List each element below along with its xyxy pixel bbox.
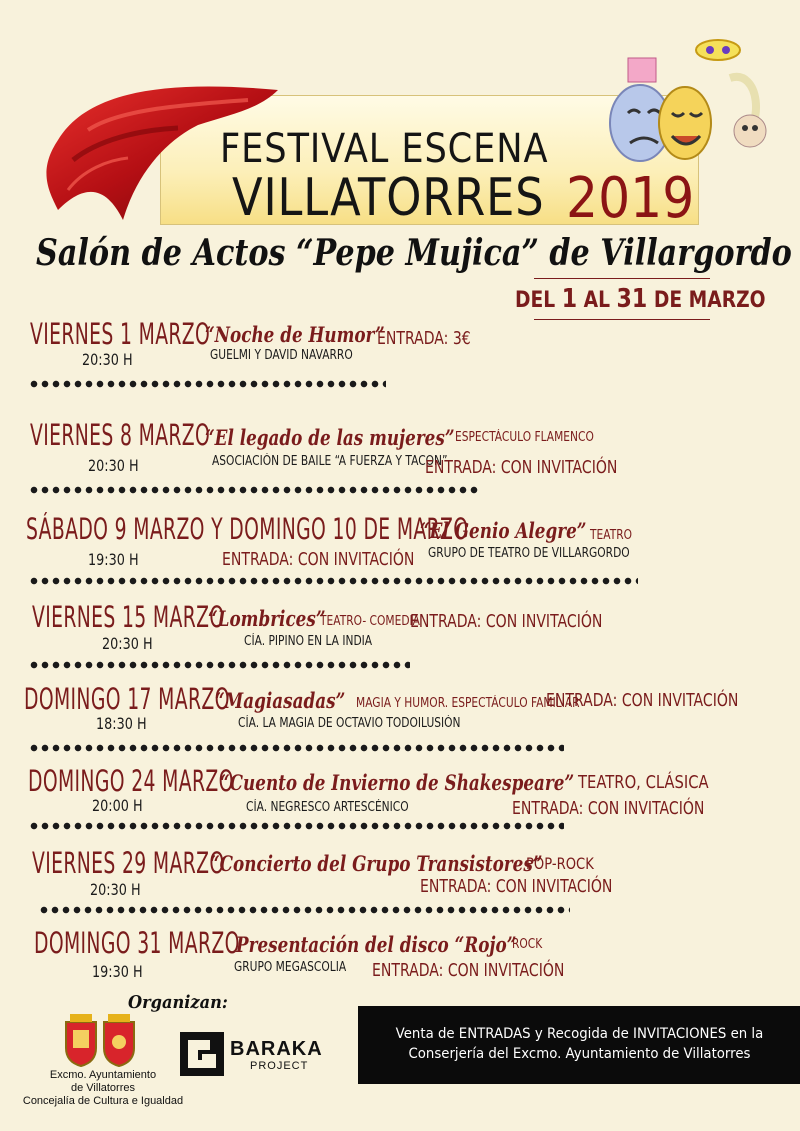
event-date: SÁBADO 9 MARZO Y DOMINGO 10 DE MARZO [26,512,469,546]
baraka-name: BARAKA [230,1038,323,1060]
baraka-sub: PROJECT [250,1060,309,1072]
event-company: CÍA. NEGRESCO ARTESCÉNICO [246,800,409,815]
organizers-heading: Organizan: [128,992,228,1013]
event-date: DOMINGO 17 MARZO [24,682,230,716]
event-date: VIERNES 8 MARZO [30,418,211,452]
coat-of-arms-icon [104,1014,134,1066]
event-company: CÍA. PIPINO EN LA INDIA [244,634,373,649]
ayto-line2: de Villatorres [71,1082,135,1094]
event-genre: MAGIA Y HUMOR. ESPECTÁCULO FAMILIAR [356,696,580,711]
dotted-divider [30,486,480,494]
event-genre: TEATRO, CLÁSICA [578,772,709,793]
date-range [515,284,766,314]
event-genre: ROCK [512,937,543,952]
event-entry: ENTRADA: CON INVITACIÓN [512,798,705,819]
event-date: VIERNES 15 MARZO [32,600,225,634]
sales-line1: Venta de ENTRADAS y Recogida de INVITACIONES en la [395,1026,763,1042]
dotted-divider [30,822,564,830]
event-time: 19:30 H [88,550,139,569]
dotted-divider [40,906,570,914]
event-title: “Concierto del Grupo Transistores” [210,851,543,876]
event-entry: ENTRADA: CON INVITACIÓN [546,690,739,711]
ticket-sales-box [358,1006,800,1084]
event-genre: ESPECTÁCULO FLAMENCO [455,430,594,445]
event-entry: ENTRADA: CON INVITACIÓN [372,960,565,981]
event-time: 19:30 H [92,962,143,981]
event-time: 20:30 H [90,880,141,899]
event-company: GRUPO MEGASCOLIA [234,960,347,975]
event-time: 20:00 H [92,796,143,815]
event-entry: ENTRADA: 3€ [377,328,471,349]
event-title: “Magiasadas” [215,688,346,713]
event-genre: TEATRO [590,528,633,543]
dotted-divider [30,577,638,585]
range-end: 31 [616,284,648,314]
baraka-project-logo [178,1030,328,1078]
event-title: “El Genio Alegre” [420,518,587,543]
baraka-logo-icon [178,1030,226,1078]
event-company: ASOCIACIÓN DE BAILE “A FUERZA Y TACON” [212,454,448,469]
event-title: “Lombrices” [208,606,326,631]
event-entry: ENTRADA: CON INVITACIÓN [420,876,613,897]
event-date: DOMINGO 24 MARZO [28,764,234,798]
event-date: VIERNES 1 MARZO [30,317,211,351]
event-genre: TEATRO- COMEDIA [320,614,420,629]
range-del: DEL [515,288,556,313]
event-time: 20:30 H [88,456,139,475]
event-genre: POP-ROCK [526,854,594,873]
event-time: 20:30 H [82,350,133,369]
organizer-ayuntamiento [10,1069,196,1108]
range-month: DE MARZO [653,288,766,313]
range-al: AL [583,288,611,313]
event-company: GRUPO DE TEATRO DE VILLARGORDO [428,546,630,561]
event-company: CÍA. LA MAGIA DE OCTAVIO TODOILUSIÓN [238,716,461,731]
event-date: VIERNES 29 MARZO [32,846,225,880]
range-start: 1 [561,284,578,314]
festival-title-line1: FESTIVAL ESCENA [220,126,549,172]
event-time: 18:30 H [96,714,147,733]
dotted-divider [30,380,386,388]
event-title: “Cuento de Invierno de Shakespeare” [220,770,575,795]
venue-title: Salón de Actos “Pepe Mujica” de Villargordo [36,232,792,274]
festival-title-line2: VILLATORRES [232,168,545,228]
coat-of-arms-logos [60,1012,140,1070]
event-entry: ENTRADA: CON INVITACIÓN [410,611,603,632]
dotted-divider [30,661,410,669]
event-time: 20:30 H [102,634,153,653]
event-company: GUELMI Y DAVID NAVARRO [210,348,353,363]
event-date: DOMINGO 31 MARZO [34,926,240,960]
sales-line2: Conserjería del Excmo. Ayuntamiento de Villatorres [407,1046,750,1062]
carnival-masks-illustration [600,28,770,168]
ayto-line3: Concejalía de Cultura e Igualdad [22,1095,184,1107]
coat-of-arms-icon [66,1014,96,1066]
event-title: Presentación del disco “Rojo” [236,932,517,957]
event-entry: ENTRADA: CON INVITACIÓN [222,549,415,570]
event-title: “El legado de las mujeres” [205,425,455,450]
dotted-divider [30,744,564,752]
event-title: “Noche de Humor” [205,322,385,347]
festival-year: 2019 [566,166,695,231]
ayto-line1: Excmo. Ayuntamiento [49,1069,157,1081]
event-entry: ENTRADA: CON INVITACIÓN [425,457,618,478]
